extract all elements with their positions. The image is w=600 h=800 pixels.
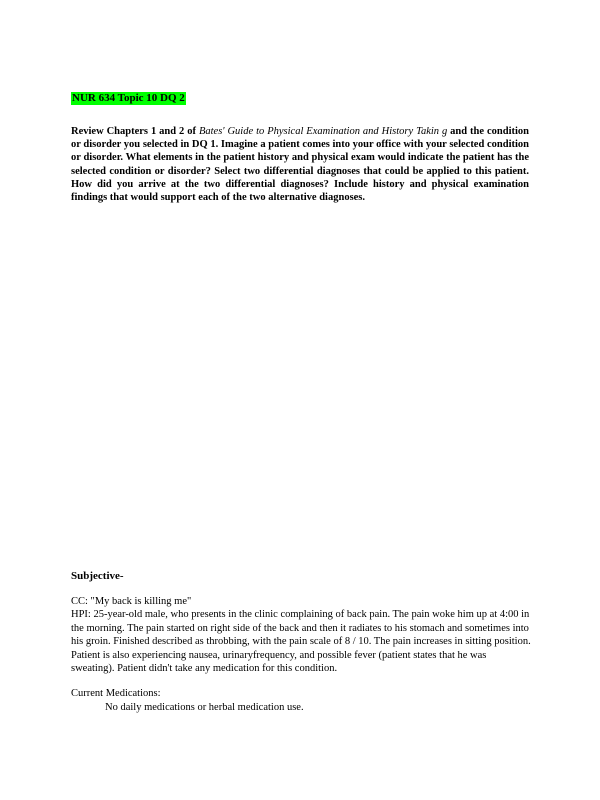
chief-complaint: CC: "My back is killing me" bbox=[71, 596, 192, 607]
topic-heading: NUR 634 Topic 10 DQ 2 bbox=[72, 92, 185, 104]
prompt-text-part2: and the condition or disorder you selected in DQ 1. Imagine a patient comes into your office with your selected condition or disorder. What elements in the patient history and physical exam would indicate the patient has the selected condition or disorder? Select two differential diagnoses that could be applied to this patient. How did you arrive at the two differential diagnoses? Include history and physical examination findings that would support each of the two alternative diagnoses. bbox=[71, 126, 530, 204]
current-medications-label: Current Medications: bbox=[71, 688, 161, 700]
spacer bbox=[71, 675, 531, 687]
book-title: Bates' Guide to Physical Examination and History Takin g bbox=[198, 126, 448, 137]
hpi-paragraph: HPI: 25-year-old male, who presents in the clinic complaining of back pain. The pain woke him up at 4:00 in the morning. The pain started on right side of the back and then it radiates to his stomach and sometimes into his groin. Finished described as throbbing, with the pain scale of 8 / 10. The pain increases in sitting position. Patient is also experiencing nausea, urinaryfrequency, and possible fever (patient states that he was sweating). Patient didn't take any medication for this condition. bbox=[71, 609, 531, 675]
subjective-title: Subjective- bbox=[71, 570, 124, 582]
subjective-section bbox=[71, 595, 531, 714]
prompt-text-part1: Review Chapters 1 and 2 of bbox=[71, 126, 199, 137]
discussion-prompt bbox=[71, 125, 529, 204]
current-medications-value: No daily medications or herbal medication use. bbox=[105, 701, 304, 713]
